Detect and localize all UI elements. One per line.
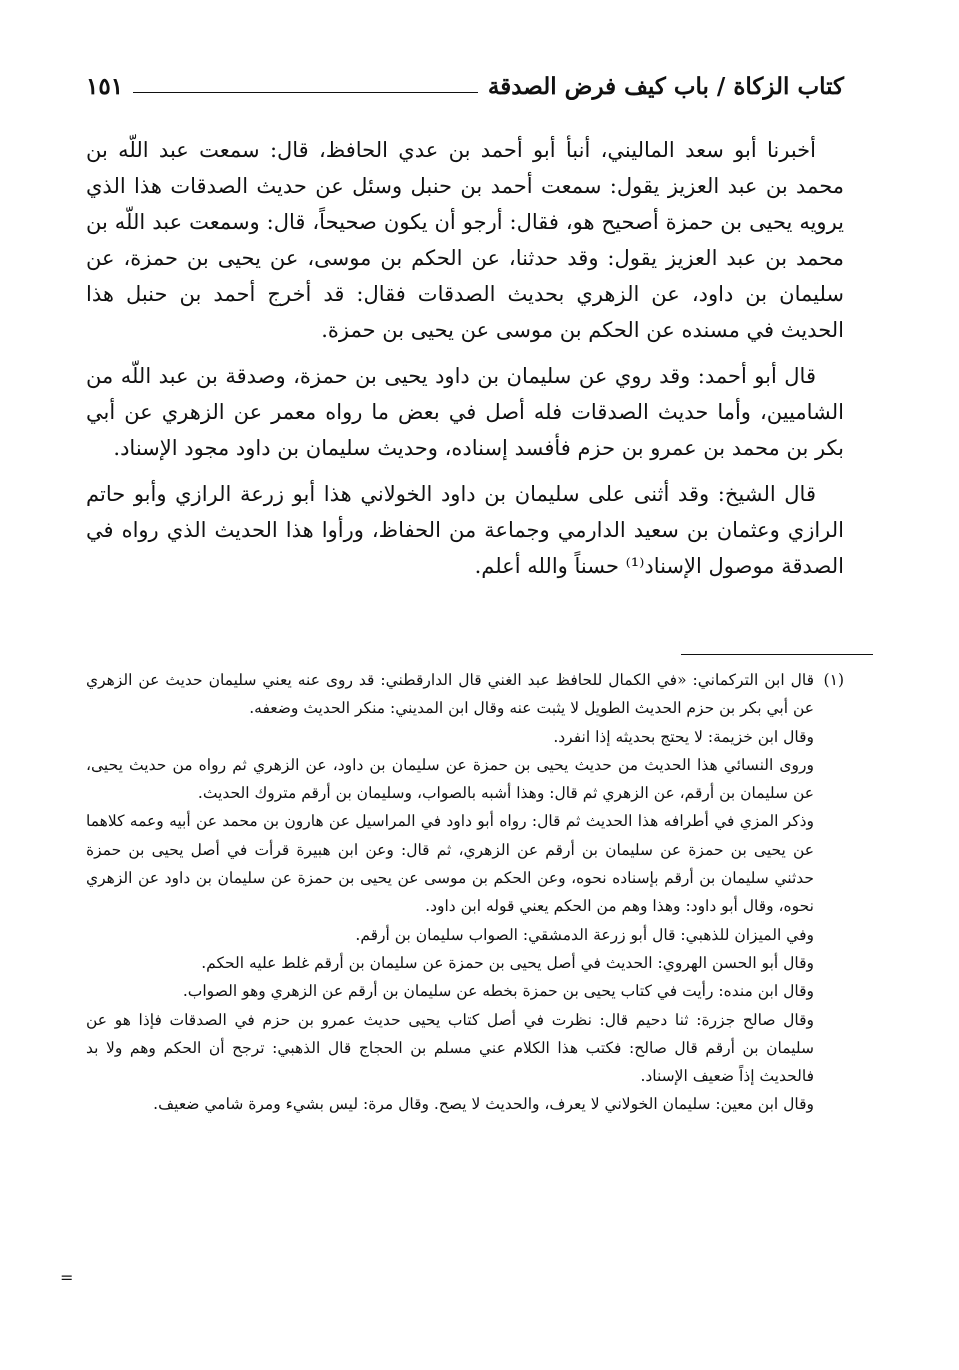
footnote-paragraph: وفي الميزان للذهبي: قال أبو زرعة الدمشقي: الصواب سليمان بن أرقم.: [355, 925, 814, 944]
body-paragraph: قال الشيخ: وقد أثنى على سليمان بن داود الخولاني هذا أبو زرعة الرازي وأبو حاتم الرازي وعثمان بن سعيد الدارمي وجماعة من الحفاظ، ورأوا هذا الحديث الذي رواه في الصدقة موصول الإسناد⁽¹⁾ حسناً والله أعلم.: [86, 482, 844, 578]
body-paragraph: قال أبو أحمد: وقد روي عن سليمان بن داود يحيى بن حمزة، وصدقة بن عبد اللّه من الشاميين، وأما حديث الصدقات فله أصل في بعض ما رواه معمر عن الزهري عن أبي بكر بن محمد بن عمرو بن حزم فأفسد إسناده، وحديث سليمان بن داود مجود الإسناد.: [86, 364, 844, 460]
footnotes: [86, 666, 844, 1119]
footnote-paragraph: قال ابن التركماني: «في الكمال للحافظ عبد الغني قال الدارقطني: قد روى عنه يعني سليمان حديث عن الزهري عن أبي بكر بن حزم الحديث الطويل لا يثبت عنه وقال ابن المديني: منكر الحديث وضعفه.: [86, 671, 814, 718]
page-number: ١٥١: [86, 72, 124, 100]
continuation-mark: =: [60, 1268, 74, 1287]
footnote-number: (١): [823, 671, 844, 689]
footnote-separator: [681, 654, 873, 655]
footnote-paragraph: وروى النسائي هذا الحديث من حديث يحيى بن حمزة عن سليمان بن داود، عن الزهري ثم رواه من حديث يحيى، عن سليمان بن أرقم، عن الزهري ثم قال: وهذا أشبه بالصواب، وسليمان بن أرقم متروك الحديث.: [86, 755, 814, 803]
footnote-paragraph: وقال ابن منده: رأيت في كتاب يحيى بن حمزة بخطه عن سليمان بن أرقم عن الزهري وهو الصواب.: [182, 982, 814, 1001]
running-header: [86, 66, 844, 106]
footnote-1: [86, 666, 844, 723]
footnote-paragraph: وقال ابن معين: سليمان الخولاني لا يعرف، والحديث لا يصح. وقال مرة: ليس بشيء ومرة شامي ضعيف.: [153, 1095, 814, 1114]
header-rule: [133, 92, 478, 93]
footnote-paragraph: وقال أبو الحسن الهروي: الحديث في أصل يحيى بن حمزة عن سليمان بن أرقم غلط عليه الحكم.: [201, 953, 814, 972]
body-paragraph: أخبرنا أبو سعد الماليني، أنبأ أبو أحمد بن عدي الحافظ، قال: سمعت عبد اللّه بن محمد بن عبد العزيز يقول: سمعت أحمد بن حنبل وسئل عن حديث الصدقات هذا الذي يرويه يحيى بن حمزة أصحيح هو، فقال: أرجو أن يكون صحيحاً، قال: وسمعت عبد اللّه بن محمد بن عبد العزيز يقول: وقد حدثنا، عن الحكم بن موسى، عن يحيى بن حمزة، عن سليمان بن داود، عن الزهري بحديث الصدقات فقال: قد أخرج أحمد بن حنبل هذا الحديث في مسنده عن الحكم بن موسى عن يحيى بن حمزة.: [86, 138, 844, 342]
footnote-paragraph: وقال ابن خزيمة: لا يحتج بحديثه إذا انفرد.: [553, 727, 814, 746]
header-title: كتاب الزكاة / باب كيف فرض الصدقة: [487, 72, 844, 100]
main-text: [86, 132, 844, 594]
footnote-paragraph: وقال صالح جزرة: ثنا دحيم قال: نظرت في أصل كتاب يحيى حديث عمرو بن حزم في الصدقات فإذا هو عن سليمان بن أرقم قال صالح: فكتب هذا الكلام عني مسلم بن الحجاج قال الذهبي: ترجح أن الحكم وهم ولا بد فالحديث إذاً ضعيف الإسناد.: [86, 1010, 814, 1086]
footnote-paragraph: وذكر المزي في أطرافه هذا الحديث ثم قال: رواه أبو داود في المراسيل عن هارون بن محمد عن أبيه وعمه كلاهما عن يحيى بن حمزة عن سليمان بن أرقم عن الزهري، ثم قال: وعن ابن هبيرة قرأت في أصل يحيى بن حمزة حدثني سليمان بن أرقم بإسناده نحوه، وعن الحكم بن موسى عن يحيى بن حمزة عن سليمان بن داود عن الزهري نحوه، وقال أبو داود: وهذا وهم من الحكم يعني قوله ابن داود.: [86, 812, 814, 916]
